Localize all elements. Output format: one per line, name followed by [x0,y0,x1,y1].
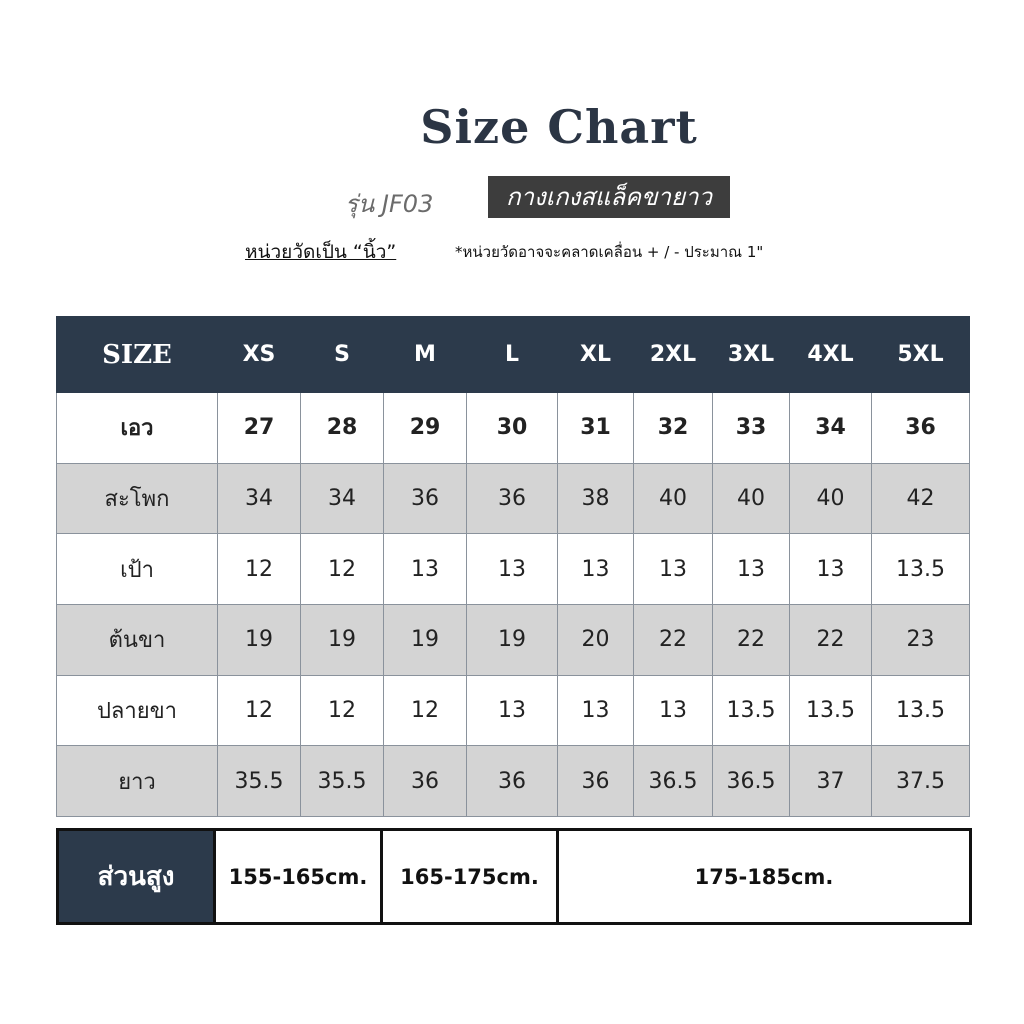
table-cell: 35.5 [218,746,301,817]
table-row-length [57,746,970,817]
row-label: เป้า [57,534,218,605]
height-range-cell: 165-175cm. [382,830,558,924]
table-cell: 36.5 [713,746,790,817]
table-cell: 28 [301,393,384,464]
table-cell: 40 [634,463,713,534]
table-row-hip [57,463,970,534]
size-header-row [57,317,970,393]
table-cell: 37.5 [872,746,970,817]
table-cell: 34 [301,463,384,534]
size-s-header: S [301,317,384,393]
table-cell: 36 [872,393,970,464]
height-row [58,830,971,924]
table-cell: 35.5 [301,746,384,817]
table-cell: 13 [558,675,634,746]
product-name-badge: กางเกงสแล็คขายาว [488,176,730,218]
table-cell: 20 [558,604,634,675]
table-cell: 13 [467,534,558,605]
row-label: ต้นขา [57,604,218,675]
size-3xl-header: 3XL [713,317,790,393]
table-cell: 31 [558,393,634,464]
size-xl-header: XL [558,317,634,393]
table-cell: 13.5 [872,675,970,746]
page-title: Size Chart [420,100,698,154]
row-label: สะโพก [57,463,218,534]
table-cell: 30 [467,393,558,464]
table-cell: 13 [558,534,634,605]
table-cell: 13 [467,675,558,746]
table-cell: 29 [384,393,467,464]
height-label: ส่วนสูง [58,830,215,924]
table-cell: 36.5 [634,746,713,817]
table-cell: 19 [467,604,558,675]
table-cell: 12 [218,675,301,746]
height-range-cell: 175-185cm. [558,830,971,924]
size-2xl-header: 2XL [634,317,713,393]
table-cell: 33 [713,393,790,464]
table-cell: 37 [790,746,872,817]
table-cell: 12 [218,534,301,605]
table-cell: 12 [384,675,467,746]
table-cell: 36 [558,746,634,817]
table-row-leg-opening [57,675,970,746]
table-cell: 36 [467,746,558,817]
table-cell: 36 [384,746,467,817]
size-l-header: L [467,317,558,393]
table-cell: 32 [634,393,713,464]
table-cell: 13 [634,675,713,746]
table-cell: 38 [558,463,634,534]
table-cell: 40 [713,463,790,534]
table-cell: 12 [301,534,384,605]
table-cell: 22 [790,604,872,675]
height-table [56,828,972,925]
table-cell: 36 [467,463,558,534]
row-label: ยาว [57,746,218,817]
table-cell: 12 [301,675,384,746]
table-cell: 42 [872,463,970,534]
measurement-note: *หน่วยวัดอาจจะคลาดเคลื่อน + / - ประมาณ 1" [455,243,764,261]
table-cell: 13 [790,534,872,605]
unit-label: หน่วยวัดเป็น “นิ้ว” [245,241,397,263]
table-cell: 13.5 [713,675,790,746]
table-cell: 13.5 [790,675,872,746]
size-m-header: M [384,317,467,393]
table-cell: 27 [218,393,301,464]
size-table [56,316,970,817]
table-cell: 22 [713,604,790,675]
table-cell: 23 [872,604,970,675]
table-row-rise [57,534,970,605]
table-cell: 13.5 [872,534,970,605]
table-cell: 40 [790,463,872,534]
table-cell: 22 [634,604,713,675]
table-cell: 34 [218,463,301,534]
model-code: รุ่น JF03 [345,190,434,218]
table-row-waist [57,393,970,464]
table-cell: 13 [713,534,790,605]
size-xs-header: XS [218,317,301,393]
size-4xl-header: 4XL [790,317,872,393]
size-5xl-header: 5XL [872,317,970,393]
row-label: เอว [57,393,218,464]
row-label: ปลายขา [57,675,218,746]
table-cell: 34 [790,393,872,464]
table-cell: 36 [384,463,467,534]
height-range-cell: 155-165cm. [215,830,382,924]
table-cell: 19 [218,604,301,675]
table-cell: 19 [301,604,384,675]
size-column-header: SIZE [57,317,218,393]
table-cell: 19 [384,604,467,675]
table-cell: 13 [634,534,713,605]
table-cell: 13 [384,534,467,605]
table-row-thigh [57,604,970,675]
